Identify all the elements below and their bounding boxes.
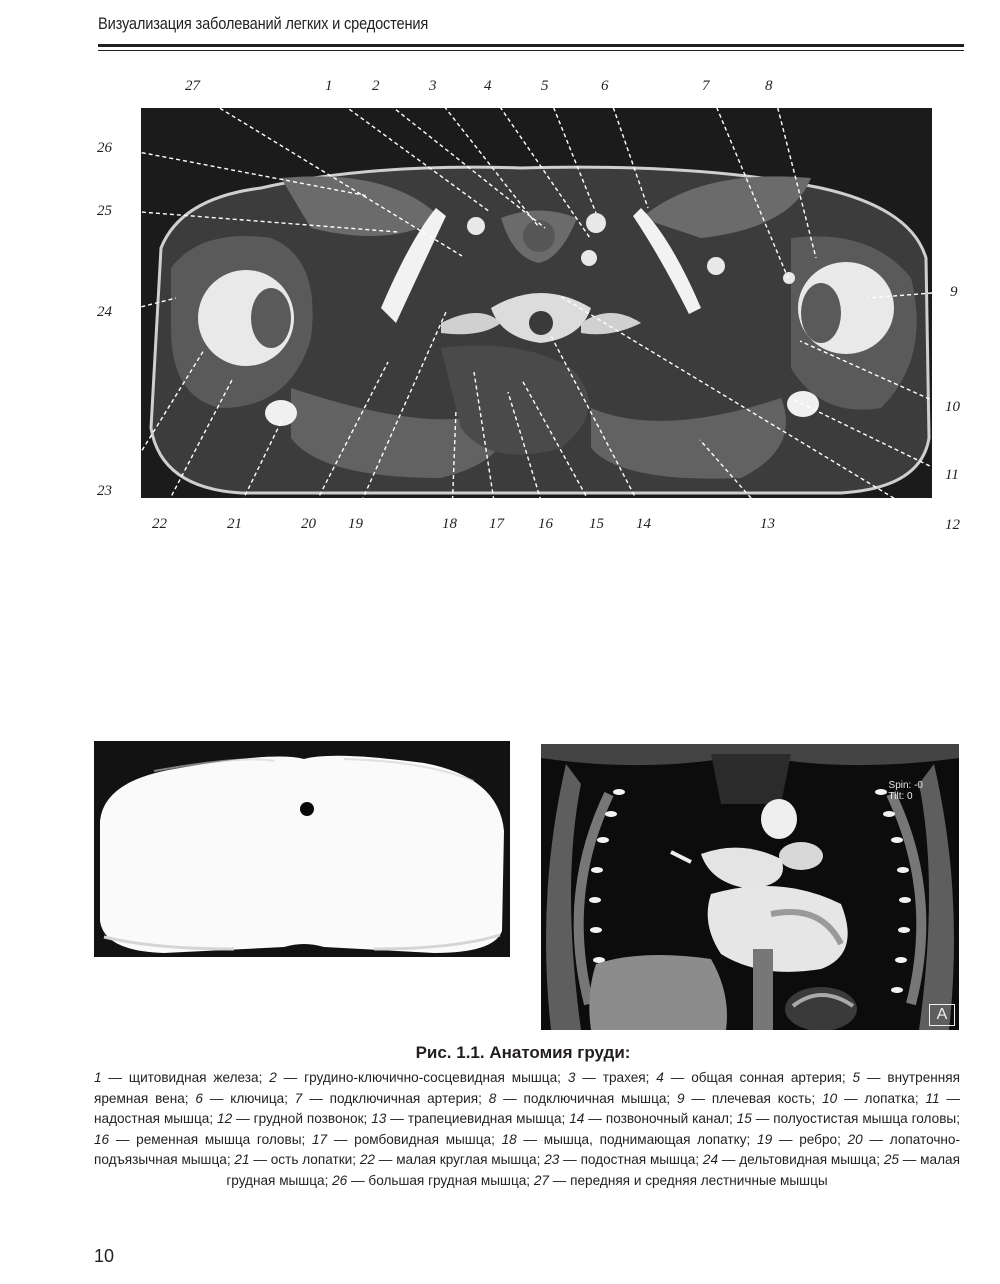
legend-term: общая сонная артерия <box>691 1070 842 1085</box>
legend-number: 26 <box>332 1172 348 1188</box>
legend-number: 27 <box>533 1172 549 1188</box>
label-13: 13 <box>760 516 775 532</box>
legend-term: трапециевидная мышца <box>407 1111 562 1126</box>
tilt-readout: Tilt: 0 <box>888 791 913 802</box>
legend-term: малая круглая мышца <box>396 1152 537 1167</box>
spin-readout: Spin: -0 <box>888 780 923 791</box>
legend-number: 8 <box>488 1090 497 1106</box>
label-9: 9 <box>950 284 958 300</box>
legend-number: 25 <box>883 1152 899 1167</box>
label-1: 1 <box>325 78 333 94</box>
label-11: 11 <box>945 467 959 483</box>
ct-lung-window-image <box>94 741 510 957</box>
page-number: 10 <box>94 1246 115 1266</box>
legend-number: 21 <box>234 1152 250 1167</box>
legend-number: 20 <box>847 1131 863 1147</box>
legend-number: 16 <box>94 1131 110 1147</box>
anatomy-figure <box>0 0 1000 560</box>
legend-term: грудино-ключично-сосцевидная мышца <box>304 1070 558 1085</box>
label-7: 7 <box>702 78 710 94</box>
legend-number: 15 <box>736 1111 752 1126</box>
legend-number: 10 <box>822 1090 838 1106</box>
figure-caption-title: Рис. 1.1. Анатомия груди: <box>415 1043 631 1062</box>
legend-term: подключичная мышца <box>523 1090 667 1106</box>
legend-number: 14 <box>569 1111 585 1126</box>
legend-term: малая грудная мышца <box>226 1152 960 1188</box>
label-26: 26 <box>97 140 112 156</box>
legend-number: 19 <box>757 1131 773 1147</box>
legend-term: ость лопатки <box>270 1152 353 1167</box>
legend-term: полуостистая мышца головы <box>773 1111 957 1126</box>
figure-legend: 1 — щитовидная железа; 2 — грудино-ключично-сосцевидная мышца; 3 — трахея; 4 — общая сонная артерия; 5 — внутренняя яремная вена; 6 — ключица; 7 — подключичная артерия; 8 — подключичная мышца; 9 — плечевая кость; 10 — лопатка; 11 — надостная мышца; 12 — грудной позвонок; 13 — трапециевидная мышца; 14 — позвоночный канал; 15 — полуостистая мышца головы; 16 — ременная мышца головы; 17 — ромбовидная мышца; 18 — мышца, поднимающая лопатку; 19 — ребро; 20 — лопаточно-подъязычная мышца; 21 — ость лопатки; 22 — малая круглая мышца; 23 — подостная мышца; 24 — дельтовидная мышца; 25 — малая грудная мышца; 26 — большая грудная мышца; 27 — передняя и средняя лестничные мышцы <box>94 1070 961 1188</box>
label-6: 6 <box>601 78 609 94</box>
label-25: 25 <box>97 203 112 219</box>
legend-term: позвоночный канал <box>605 1111 729 1126</box>
legend-number: 22 <box>359 1152 375 1167</box>
label-2: 2 <box>372 78 380 94</box>
label-16: 16 <box>538 516 553 532</box>
legend-number: 3 <box>567 1070 576 1085</box>
legend-number: 17 <box>311 1131 328 1147</box>
label-18: 18 <box>442 516 457 532</box>
legend-number: 9 <box>677 1090 685 1106</box>
label-4: 4 <box>484 78 492 94</box>
legend-number: 2 <box>269 1070 277 1085</box>
label-20: 20 <box>301 516 316 532</box>
legend-term: надостная мышца <box>94 1111 210 1126</box>
label-12: 12 <box>945 517 960 533</box>
legend-term: грудной позвонок <box>253 1111 364 1126</box>
legend-term: большая грудная мышца <box>368 1172 527 1188</box>
legend-number: 23 <box>544 1152 560 1167</box>
leader-lines <box>0 0 1000 560</box>
label-21: 21 <box>227 516 242 532</box>
legend-number: 4 <box>656 1070 664 1085</box>
running-header: Визуализация заболеваний легких и средостения <box>98 14 429 33</box>
legend-number: 18 <box>501 1131 517 1147</box>
legend-term: плечевая кость <box>711 1090 812 1106</box>
label-27: 27 <box>185 78 200 94</box>
legend-number: 6 <box>195 1090 203 1106</box>
legend-number: 12 <box>217 1111 233 1126</box>
legend-term: передняя и средняя лестничные мышцы <box>570 1172 828 1188</box>
ct-overlay-info <box>889 780 923 802</box>
orientation-marker: A <box>929 1004 955 1026</box>
legend-term: подостная мышца <box>580 1152 696 1167</box>
label-24: 24 <box>97 304 112 320</box>
label-14: 14 <box>636 516 651 532</box>
legend-number: 1 <box>94 1070 102 1085</box>
legend-number: 5 <box>852 1070 861 1085</box>
legend-number: 13 <box>371 1111 387 1126</box>
label-5: 5 <box>541 78 549 94</box>
label-15: 15 <box>589 516 604 532</box>
label-19: 19 <box>348 516 363 532</box>
label-17: 17 <box>489 516 504 532</box>
label-10: 10 <box>945 399 960 415</box>
legend-term: подключичная артерия <box>329 1090 479 1106</box>
legend-term: ребро <box>799 1131 838 1147</box>
legend-term: лопатка <box>864 1090 915 1106</box>
label-8: 8 <box>765 78 773 94</box>
legend-term: ременная мышца головы <box>136 1131 302 1147</box>
legend-number: 24 <box>702 1152 719 1167</box>
label-3: 3 <box>429 78 437 94</box>
legend-term: щитовидная железа <box>128 1070 259 1085</box>
legend-number: 7 <box>294 1090 303 1106</box>
legend-term: мышца, поднимающая лопатку <box>543 1131 747 1147</box>
legend-term: ромбовидная мышца <box>354 1131 492 1147</box>
legend-term: внутренняя яремная вена <box>94 1070 960 1106</box>
ct-coronal-image <box>541 744 959 1030</box>
label-22: 22 <box>152 516 167 532</box>
legend-term: ключица <box>230 1090 285 1106</box>
legend-term: лопаточно-подъязычная мышца <box>94 1131 961 1167</box>
legend-number: 11 <box>925 1090 940 1106</box>
label-23: 23 <box>97 483 112 499</box>
legend-term: дельтовидная мышца <box>739 1152 877 1167</box>
legend-term: трахея <box>602 1070 646 1085</box>
